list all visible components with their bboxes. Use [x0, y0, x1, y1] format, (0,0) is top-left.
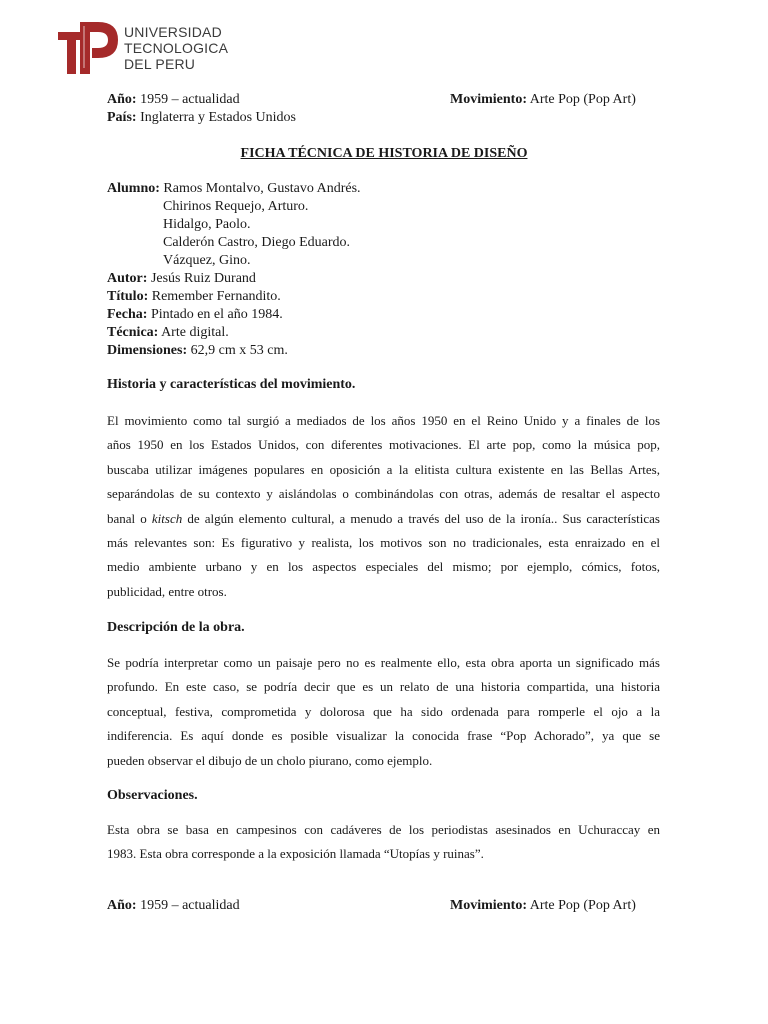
paragraph-line: publicidad, entre otros.	[107, 583, 227, 599]
footer-movement-info: Movimiento: Arte Pop (Pop Art)	[450, 898, 636, 913]
paragraph-line: pueden observar el dibujo de un cholo piurano, como ejemplo.	[107, 752, 433, 768]
student-row: Chirinos Requejo, Arturo.	[163, 199, 309, 214]
logo-text: UNIVERSIDAD TECNOLOGICA DEL PERU	[124, 24, 229, 72]
student-row: Vázquez, Gino.	[163, 253, 251, 268]
student-row: Hidalgo, Paolo.	[163, 217, 251, 232]
paragraph-line: indiferencia. Es aquí donde es posible visualizar la conocida frase “Pop Achorado”, ya que se	[107, 728, 660, 744]
paragraph-line: buscaba utilizar imágenes populares en oposición a la elitista cultura existente en las Bellas Artes,	[107, 461, 660, 477]
paragraph-line: Se podría interpretar como un paisaje pero no es realmente ello, esta obra aporta un significado más	[107, 655, 660, 670]
dimensions-row: Dimensiones: 62,9 cm x 53 cm.	[107, 343, 288, 358]
paragraph-line: más relevantes son: Es figurativo y realista, los motivos son no tradicionales, esta enraizado en el	[107, 534, 660, 550]
metadata-block	[107, 180, 361, 360]
utp-logo-icon	[58, 18, 120, 78]
paragraph-line: banal o kitsch de algún elemento cultural, a menudo a través del uso de la ironía.. Sus características	[107, 510, 660, 526]
observations-heading: Observaciones.	[107, 788, 198, 803]
history-heading: Historia y características del movimiento.	[107, 377, 356, 392]
student-row: Alumno: Ramos Montalvo, Gustavo Andrés.	[107, 181, 361, 196]
student-row: Calderón Castro, Diego Eduardo.	[163, 235, 351, 250]
description-heading: Descripción de la obra.	[107, 620, 245, 635]
paragraph-line: años 1950 en los Estados Unidos, con diferentes motivaciones. El arte pop, como la música pop,	[107, 437, 660, 453]
document-title: FICHA TÉCNICA DE HISTORIA DE DISEÑO	[240, 146, 528, 161]
paragraph-line: El movimiento como tal surgió a mediados de los años 1950 en el Reino Unido y a finales de los	[107, 413, 660, 428]
observations-paragraph	[107, 818, 660, 867]
year-info: Año: 1959 – actualidad	[107, 92, 240, 107]
date-row: Fecha: Pintado en el año 1984.	[107, 307, 283, 322]
paragraph-line: 1983. Esta obra corresponde a la exposición llamada “Utopías y ruinas”.	[107, 846, 484, 862]
paragraph-line: medio ambiente urbano y en los aspectos especiales del mismo; por ejemplo, cómics, fotos,	[107, 559, 660, 575]
movement-info: Movimiento: Arte Pop (Pop Art)	[450, 92, 636, 107]
technique-row: Técnica: Arte digital.	[107, 325, 229, 340]
history-paragraph	[107, 409, 660, 604]
country-info: País: Inglaterra y Estados Unidos	[107, 110, 296, 125]
footer-year-info: Año: 1959 – actualidad	[107, 898, 240, 913]
paragraph-line: separándolas de su contexto y aislándolas o combinándolas con otras, además de resaltar el aspecto	[107, 486, 660, 502]
description-paragraph	[107, 651, 660, 773]
paragraph-line: Esta obra se basa en campesinos con cadáveres de los periodistas asesinados en Uchuraccay en	[107, 822, 660, 837]
university-logo	[58, 18, 233, 78]
kitsch-term: kitsch	[151, 510, 183, 526]
author-row: Autor: Jesús Ruiz Durand	[107, 271, 256, 286]
paragraph-line: conceptual, festiva, comprometida y dolorosa que ha sido ordenada para romperle el ojo a la	[107, 703, 660, 719]
artwork-title-row: Título: Remember Fernandito.	[107, 289, 281, 304]
paragraph-line: profundo. En este caso, se podría decir que es un relato de una historia compartida, una historia	[107, 679, 660, 695]
